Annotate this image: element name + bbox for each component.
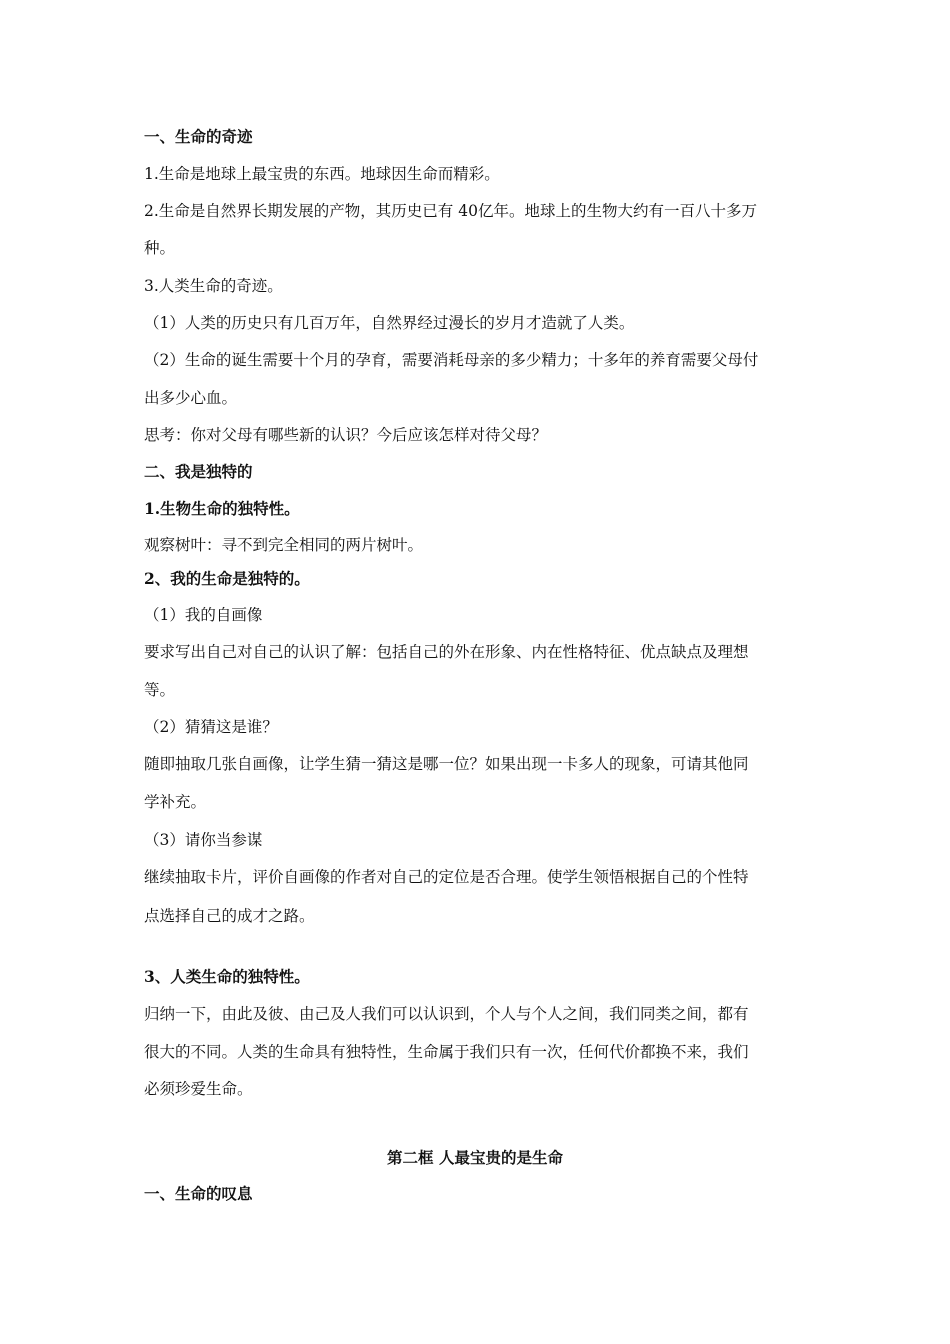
heading-i-am-unique: 二、我是独特的	[144, 462, 253, 481]
paragraph: 必须珍爱生命。	[144, 1080, 253, 1098]
paragraph: （2）猜猜这是谁？	[144, 718, 278, 736]
paragraph: 出多少心血。	[144, 389, 238, 407]
subheading: 2、我的生命是独特的。	[144, 569, 310, 588]
subheading: 1.生物生命的独特性。	[144, 499, 300, 518]
subheading: 3、人类生命的独特性。	[144, 967, 310, 986]
paragraph: （1）我的自画像	[144, 606, 263, 624]
paragraph: （1）人类的历史只有几百万年，自然界经过漫长的岁月才造就了人类。	[144, 314, 635, 332]
heading-sigh-of-life: 一、生命的叹息	[144, 1184, 253, 1203]
section-title: 第二框 人最宝贵的是生命	[387, 1148, 563, 1167]
paragraph: 很大的不同。人类的生命具有独特性，生命属于我们只有一次，任何代价都换不来，我们	[144, 1043, 749, 1061]
paragraph: 3.人类生命的奇迹。	[144, 277, 283, 295]
heading-miracle-of-life: 一、生命的奇迹	[144, 127, 253, 146]
paragraph: 2.生命是自然界长期发展的产物，其历史已有 40亿年。地球上的生物大约有一百八十多万	[144, 202, 757, 220]
paragraph: 点选择自己的成才之路。	[144, 907, 315, 925]
paragraph: 思考：你对父母有哪些新的认识？今后应该怎样对待父母？	[144, 426, 548, 444]
paragraph: 随即抽取几张自画像，让学生猜一猜这是哪一位？如果出现一卡多人的现象，可请其他同	[144, 755, 749, 773]
paragraph: 归纳一下，由此及彼、由己及人我们可以认识到，个人与个人之间，我们同类之间，都有	[144, 1005, 749, 1023]
paragraph: 等。	[144, 681, 176, 699]
paragraph: 1.生命是地球上最宝贵的东西。地球因生命而精彩。	[144, 165, 500, 183]
paragraph: 种。	[144, 239, 176, 257]
paragraph: 学补充。	[144, 793, 207, 811]
paragraph: 观察树叶：寻不到完全相同的两片树叶。	[144, 536, 424, 554]
paragraph: 继续抽取卡片，评价自画像的作者对自己的定位是否合理。使学生领悟根据自己的个性特	[144, 868, 749, 886]
paragraph: 要求写出自己对自己的认识了解：包括自己的外在形象、内在性格特征、优点缺点及理想	[144, 643, 749, 661]
paragraph: （3）请你当参谋	[144, 831, 263, 849]
paragraph: （2）生命的诞生需要十个月的孕育，需要消耗母亲的多少精力；十多年的养育需要父母付	[144, 351, 759, 369]
